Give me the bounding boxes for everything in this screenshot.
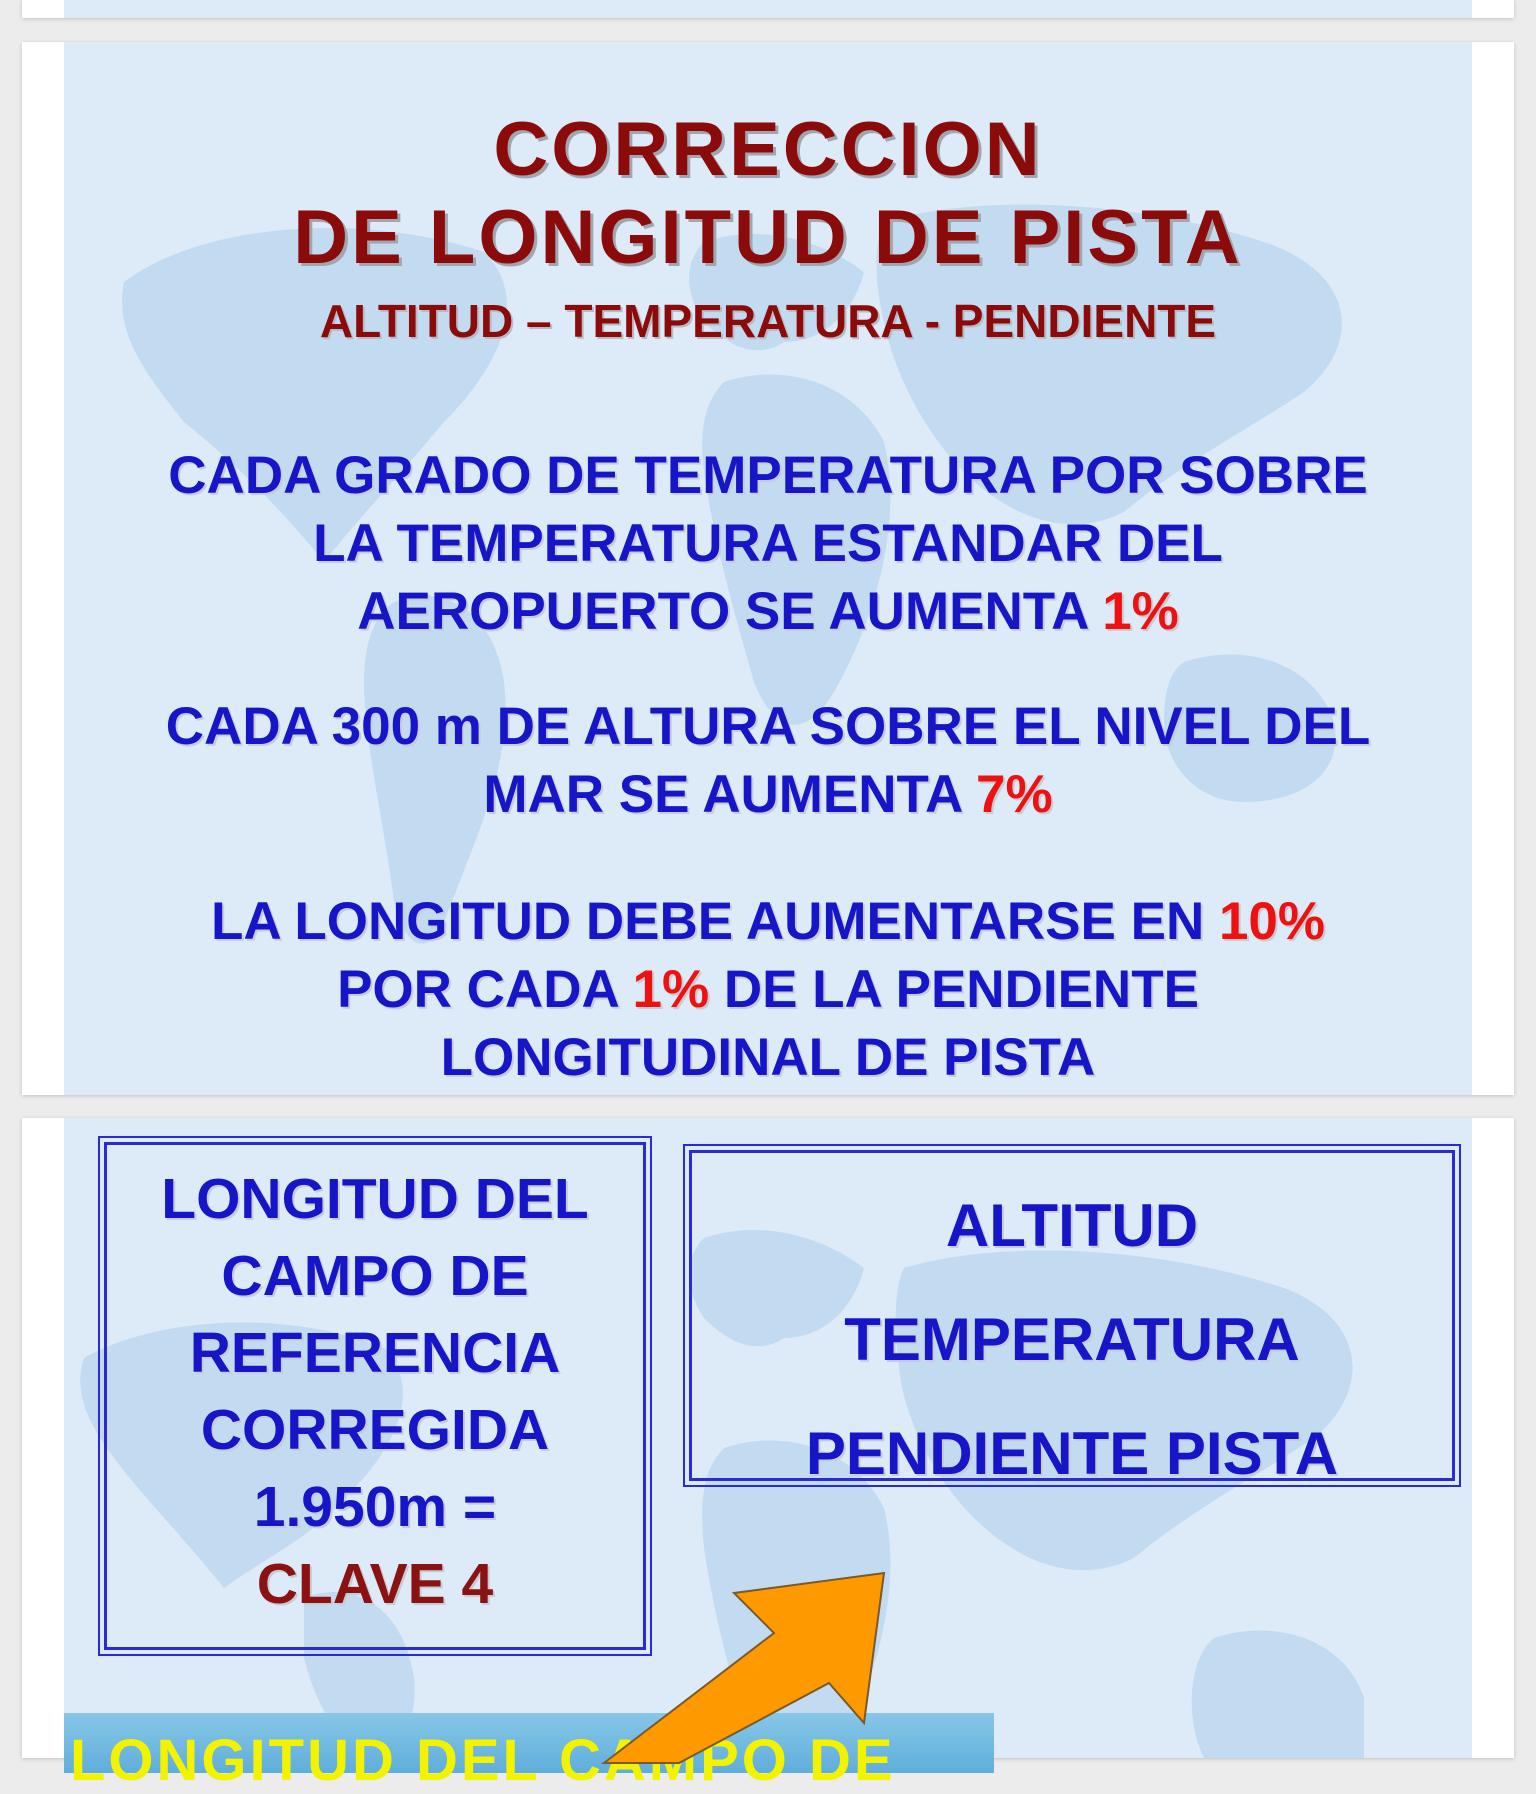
corrected-length-line4: CORREGIDA [200,1398,550,1462]
altitude-rule-line1: CADA 300 m DE ALTURA SOBRE EL NIVEL DEL [165,697,1371,756]
slide-correccion [22,42,1514,1095]
slope-rule-line3: LONGITUDINAL DE PISTA [440,1028,1096,1087]
slope-rule-line1 [64,888,1472,956]
slope-rule-line2-pre: POR CADA [337,960,633,1019]
factor-altitude: ALTITUD [945,1192,1199,1259]
corrected-length-value: 1.950m = [253,1475,497,1539]
slide-background [64,42,1472,1095]
temperature-rule-line3 [64,578,1472,646]
clave-label: CLAVE 4 [256,1552,494,1616]
temperature-rule-line2: LA TEMPERATURA ESTANDAR DEL [313,514,1223,573]
next-section-banner-text: LONGITUD DEL CAMPO DE [70,1728,896,1793]
slide-background [64,1118,1472,1793]
slide-subtitle: ALTITUD – TEMPERATURA - PENDIENTE [319,295,1217,347]
previous-slide-background [64,0,1472,18]
slide-title-line1: CORRECCION [493,107,1043,192]
temperature-rule-line1: CADA GRADO DE TEMPERATURA POR SOBRE [168,446,1368,505]
slope-rule [64,888,1472,1092]
factor-slope: PENDIENTE PISTA [805,1420,1339,1487]
previous-slide-edge [22,0,1514,18]
temperature-rule [64,442,1472,646]
orange-arrow-icon [504,1463,934,1763]
slope-rule-line2 [64,956,1472,1024]
temperature-rule-line3-text: AEROPUERTO SE AUMENTA [357,582,1103,641]
factor-temperature: TEMPERATURA [844,1306,1300,1373]
slide-title-line2: DE LONGITUD DE PISTA [293,195,1243,280]
length-increase-percentage: 10% [1218,892,1326,951]
altitude-percentage: 7% [976,765,1053,824]
corrected-length-line2: CAMPO DE [221,1244,529,1308]
altitude-rule-line2-text: MAR SE AUMENTA [483,765,977,824]
slide-longitud-corregida [22,1118,1514,1793]
corrected-length-line3: REFERENCIA [189,1321,561,1385]
altitude-rule [64,693,1472,829]
altitude-rule-line2 [64,761,1472,829]
temperature-percentage: 1% [1102,582,1179,641]
slope-rule-line1-text: LA LONGITUD DEBE AUMENTARSE EN [210,892,1219,951]
corrected-length-line1: LONGITUD DEL [161,1167,589,1231]
slope-percentage: 1% [632,960,710,1019]
correction-factors-box [689,1150,1455,1487]
slope-rule-line2-post: DE LA PENDIENTE [709,960,1199,1019]
